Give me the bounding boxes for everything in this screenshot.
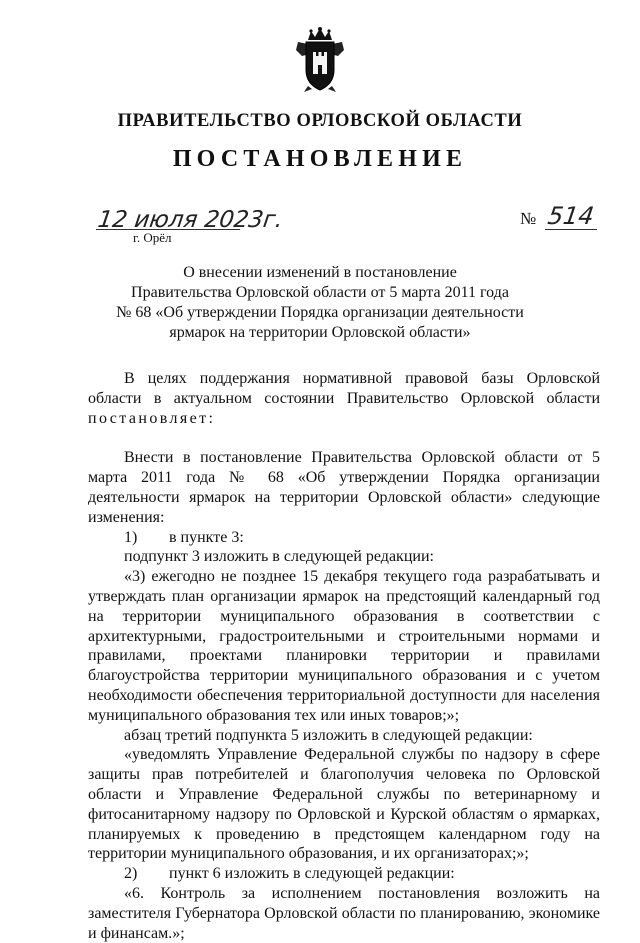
- city-label: г. Орёл: [133, 230, 172, 245]
- title-line: ярмарок на территории Орловской области»: [169, 324, 471, 341]
- amendment-paragraph: Внести в постановление Правительства Орловской области от 5 марта 2011 года № 68 «Об утверждении Порядка организации деятельности ярмарок на территории Орловской области» следующие изменения:: [88, 449, 600, 526]
- handwritten-number: 514: [546, 202, 596, 230]
- document-body: [88, 369, 600, 943]
- list-item: [88, 864, 600, 884]
- item-number: 1): [124, 528, 138, 546]
- item-text: пункт 6 изложить в следующей редакции:: [169, 865, 455, 883]
- preamble-paragraph: [88, 369, 600, 428]
- coat-of-arms-emblem: [294, 26, 346, 94]
- body-paragraph: подпункт 3 изложить в следующей редакции:: [124, 548, 434, 566]
- government-heading: ПРАВИТЕЛЬСТВО ОРЛОВСКОЙ ОБЛАСТИ: [117, 111, 523, 131]
- quote-paragraph: «3) ежегодно не позднее 15 декабря текущего года разрабатывать и утверждать план организации ярмарок на предстоящий календарный год на территории муниципального образования в соответствии с архитектурными, градостроительными и строительными нормами и правилами, проектами планировки территории и правилами благоустройства территории муниципального образования и с учетом необходимости обеспечения территориальной доступности для населения муниципального образования тех или иных товаров;»;: [88, 568, 600, 724]
- number-underline: [545, 229, 597, 230]
- number-label: №: [520, 209, 537, 228]
- preamble-text: В целях поддержания нормативной правовой базы Орловской области в актуальном состоянии Правительство Орловской области: [88, 370, 600, 407]
- item-number: 2): [124, 865, 138, 883]
- document-type-heading: ПОСТАНОВЛЕНИЕ: [172, 146, 468, 172]
- item-text: в пункте 3:: [169, 528, 244, 546]
- resolves-word: постановляет:: [88, 409, 216, 427]
- handwritten-date: 12 июля 2023г.: [96, 207, 285, 233]
- document-title: [90, 263, 550, 343]
- title-line: О внесении изменений в постановление: [183, 264, 457, 281]
- body-paragraph: абзац третий подпункта 5 изложить в следующей редакции:: [124, 726, 533, 744]
- quote-paragraph: «6. Контроль за исполнением постановления возложить на заместителя Губернатора Орловской области по планированию, экономике и финансам.»;: [88, 884, 600, 942]
- title-line: Правительства Орловской области от 5 марта 2011 года: [131, 284, 509, 301]
- title-line: № 68 «Об утверждении Порядка организации деятельности: [116, 304, 524, 321]
- list-item: [88, 528, 600, 548]
- quote-paragraph: «уведомлять Управление Федеральной службы по надзору в сфере защиты прав потребителей и благополучия человека по Орловской области и Управление Федеральной службы по ветеринарному и фитосанитарному надзору по Орловской и Курской областям о ярмарках, планируемых к проведению в предстоящем календарном году на территории муниципального образования, и их организаторах;»;: [88, 746, 600, 863]
